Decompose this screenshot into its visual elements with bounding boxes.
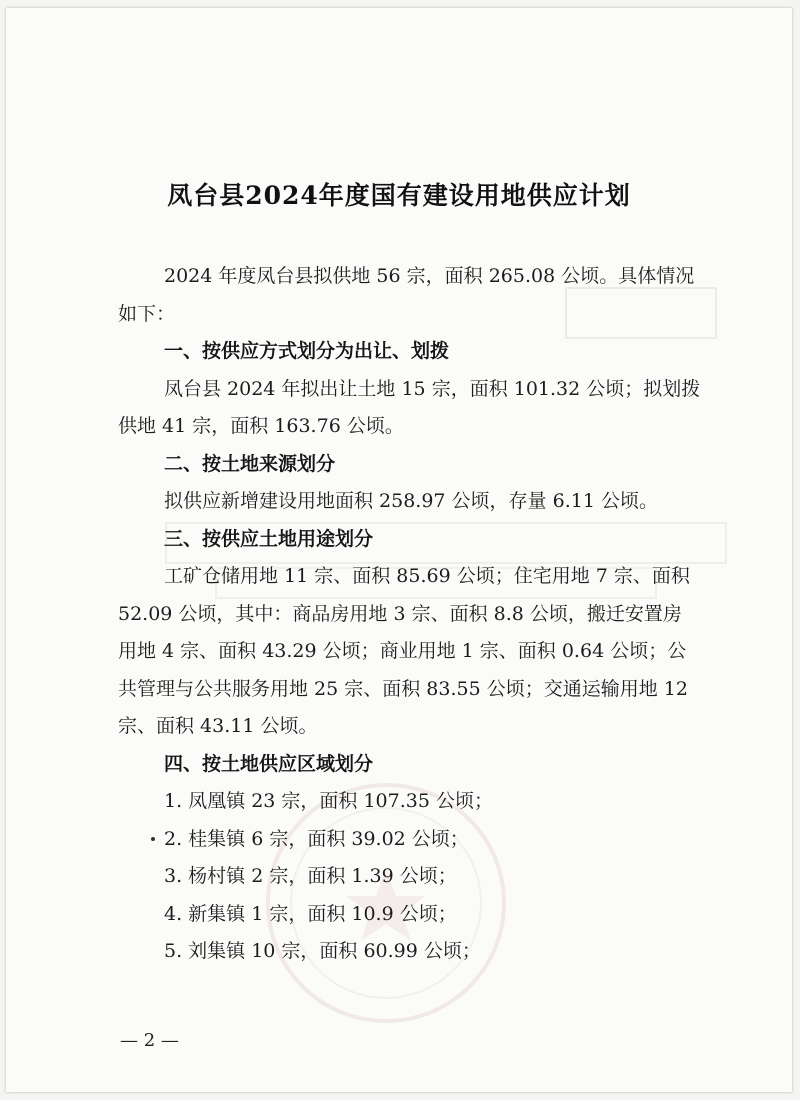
intro-line-2: 如下： <box>118 302 176 325</box>
section-3-line-4: 共管理与公共服务用地 25 宗、面积 83.55 公顷；交通运输用地 12 <box>118 677 688 700</box>
section-3-heading: 三、按供应土地用途划分 <box>164 527 374 550</box>
region-list-item: 5. 刘集镇 10 宗，面积 60.99 公顷； <box>164 940 481 962</box>
section-2-line-1: 拟供应新增建设用地面积 258.97 公顷，存量 6.11 公顷。 <box>164 490 658 512</box>
section-2-heading: 二、按土地来源划分 <box>164 452 336 475</box>
region-list-item: 1. 凤凰镇 23 宗，面积 107.35 公顷； <box>164 790 493 812</box>
section-4-heading: 四、按土地供应区域划分 <box>164 752 374 775</box>
section-3-line-5: 宗、面积 43.11 公顷。 <box>118 715 318 737</box>
section-1-heading: 一、按供应方式划分为出让、划拨 <box>164 340 450 362</box>
section-3-line-1: 工矿仓储用地 11 宗、面积 85.69 公顷；住宅用地 7 宗、面积 <box>164 565 690 587</box>
section-1-line-1: 凤台县 2024 年拟出让土地 15 宗，面积 101.32 公顷；拟划拨 <box>164 377 701 400</box>
document-body <box>118 258 724 971</box>
region-list-item: 3. 杨村镇 2 宗，面积 1.39 公顷； <box>164 865 457 887</box>
section-3-line-3: 用地 4 宗、面积 43.29 公顷；商业用地 1 宗、面积 0.64 公顷；公 <box>118 640 687 662</box>
stray-mark <box>151 837 155 841</box>
region-list-item: 2. 桂集镇 6 宗，面积 39.02 公顷； <box>164 827 469 850</box>
section-1-line-2: 供地 41 宗，面积 163.76 公顷。 <box>118 415 404 437</box>
document-page <box>6 8 792 1092</box>
page-number: — 2 — <box>120 1030 179 1051</box>
document-title: 凤台县2024年度国有建设用地供应计划 <box>167 181 631 210</box>
region-list-item: 4. 新集镇 1 宗，面积 10.9 公顷； <box>164 902 457 925</box>
section-3-line-2: 52.09 公顷，其中：商品房用地 3 宗、面积 8.8 公顷，搬迁安置房 <box>118 602 682 625</box>
intro-line-1: 2024 年度凤台县拟供地 56 宗，面积 265.08 公顷。具体情况 <box>164 265 695 287</box>
